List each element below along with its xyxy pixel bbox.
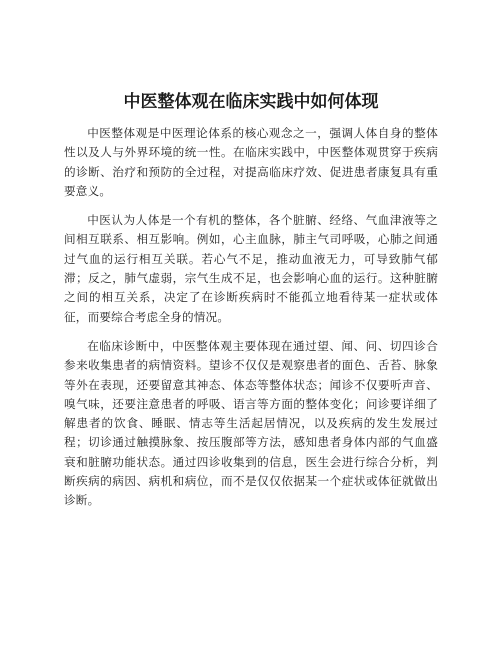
paragraph-diagnosis: 在临床诊断中，中医整体观主要体现在通过望、闻、问、切四诊合参来收集患者的病情资料。望诊不仅仅是观察患者的面色、舌苔、脉象等外在表现，还要留意其神态、体态等整体状态；闻诊不仅要听声音、嗅气味，还要注意患者的呼吸、语言等方面的整体变化；问诊要详细了解患者的饮食、睡眠、情志等生活起居情况，以及疾病的发生发展过程；切诊通过触摸脉象、按压腹部等方法，感知患者身体内部的气血盛衰和脏腑功能状态。通过四诊收集到的信息，医生会进行综合分析，判断疾病的病因、病机和病位，而不是仅仅依据某一个症状或体征就做出诊断。: [64, 338, 438, 508]
document-body: [64, 124, 438, 521]
document-title: 中医整体观在临床实践中如何体现: [123, 92, 379, 112]
paragraph-intro: 中医整体观是中医理论体系的核心观念之一，强调人体自身的整体性以及人与外界环境的统一性。在临床实践中，中医整体观贯穿于疾病的诊断、治疗和预防的全过程，对提高临床疗效、促进患者康复具有重要意义。: [64, 126, 438, 198]
paragraph-organic-whole: 中医认为人体是一个有机的整体，各个脏腑、经络、气血津液等之间相互联系、相互影响。例如，心主血脉，肺主气司呼吸，心肺之间通过气血的运行相互关联。若心气不足，推动血液无力，可导致肺气郁滞；反之，肺气虚弱，宗气生成不足，也会影响心血的运行。这种脏腑之间的相互关系，决定了在诊断疾病时不能孤立地看待某一症状或体征，而要综合考虑全身的情况。: [64, 213, 438, 324]
